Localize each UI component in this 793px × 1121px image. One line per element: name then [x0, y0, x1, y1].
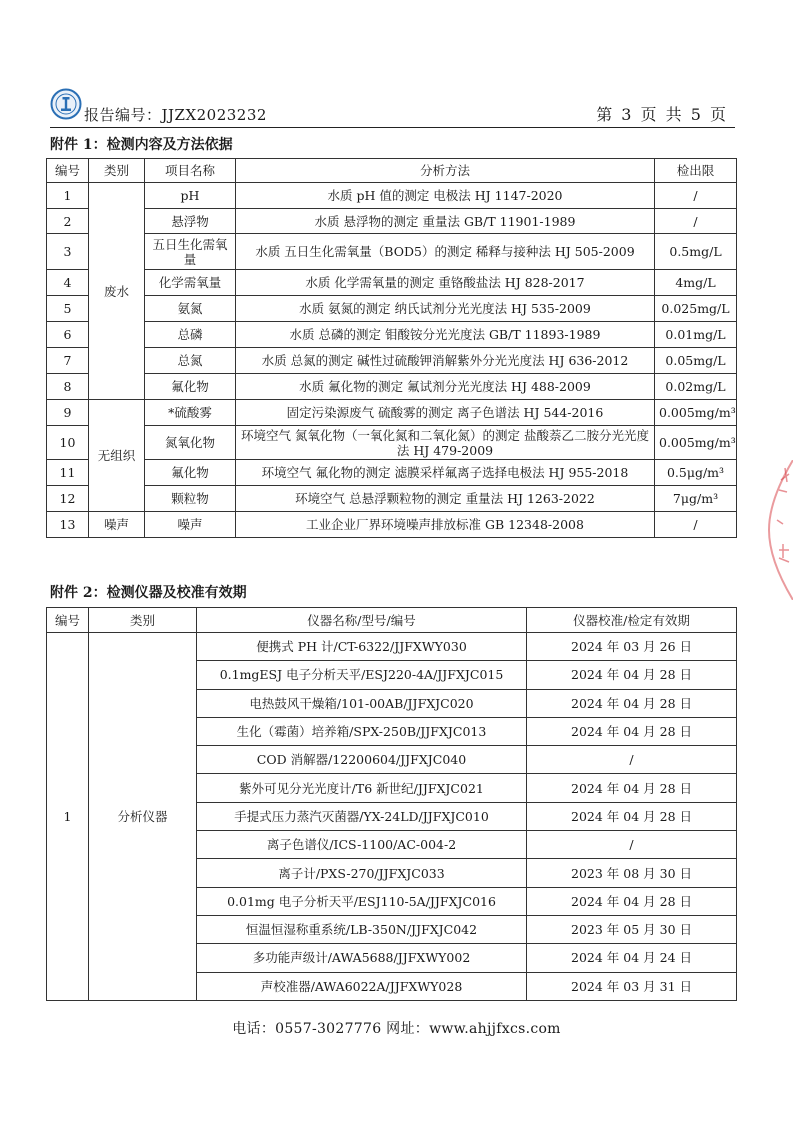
method-row [47, 512, 737, 538]
header-cell: 类别 [89, 159, 145, 183]
instrument-name: 手提式压力蒸汽灭菌器/YX-24LD/JJFXJC010 [197, 802, 527, 830]
instrument-name: 生化（霉菌）培养箱/SPX-250B/JJFXJC013 [197, 717, 527, 745]
row-number: 1 [47, 633, 89, 1001]
calibration-validity: 2024 年 04 月 28 日 [527, 802, 737, 830]
method-row [47, 270, 737, 296]
row-number: 12 [47, 486, 89, 512]
item-name: *硫酸雾 [145, 400, 236, 426]
item-name: 化学需氧量 [145, 270, 236, 296]
calibration-validity: 2024 年 04 月 28 日 [527, 661, 737, 689]
calibration-validity: / [527, 831, 737, 859]
detection-limit: 0.5mg/L [655, 234, 737, 270]
seal-stamp-fragment-icon [765, 460, 793, 600]
analysis-method: 水质 pH 值的测定 电极法 HJ 1147-2020 [236, 183, 655, 209]
method-row [47, 486, 737, 512]
detection-limit: 0.005mg/m³ [655, 426, 737, 460]
page-header [50, 88, 730, 126]
row-number: 10 [47, 426, 89, 460]
header-cell: 分析方法 [236, 159, 655, 183]
row-number: 7 [47, 348, 89, 374]
row-number: 2 [47, 209, 89, 234]
detection-limit: 4mg/L [655, 270, 737, 296]
detection-limit: 0.005mg/m³ [655, 400, 737, 426]
item-name: 五日生化需氧量 [145, 234, 236, 270]
instrument-name: 声校准器/AWA6022A/JJFXWY028 [197, 972, 527, 1000]
instrument-name: 多功能声级计/AWA5688/JJFXWY002 [197, 944, 527, 972]
detection-limit: 0.02mg/L [655, 374, 737, 400]
method-row [47, 234, 737, 270]
detection-limit: 0.05mg/L [655, 348, 737, 374]
category-cell: 分析仪器 [89, 633, 197, 1001]
analysis-method: 水质 氨氮的测定 纳氏试剂分光光度法 HJ 535-2009 [236, 296, 655, 322]
method-row [47, 400, 737, 426]
item-name: 噪声 [145, 512, 236, 538]
row-number: 8 [47, 374, 89, 400]
detection-limit: 7μg/m³ [655, 486, 737, 512]
calibration-validity: 2024 年 03 月 31 日 [527, 972, 737, 1000]
page-indicator: 第 3 页 共 5 页 [596, 105, 728, 124]
analysis-method: 水质 总氮的测定 碱性过硫酸钾消解紫外分光光度法 HJ 636-2012 [236, 348, 655, 374]
row-number: 6 [47, 322, 89, 348]
analysis-method: 水质 氟化物的测定 氟试剂分光光度法 HJ 488-2009 [236, 374, 655, 400]
company-logo-icon [50, 88, 82, 120]
calibration-validity: 2024 年 04 月 28 日 [527, 887, 737, 915]
item-name: 氟化物 [145, 460, 236, 486]
item-name: 颗粒物 [145, 486, 236, 512]
header-cell: 仪器校准/检定有效期 [527, 608, 737, 633]
analysis-method: 水质 悬浮物的测定 重量法 GB/T 11901-1989 [236, 209, 655, 234]
item-name: 总磷 [145, 322, 236, 348]
method-row [47, 209, 737, 234]
instrument-name: 便携式 PH 计/CT-6322/JJFXWY030 [197, 633, 527, 661]
item-name: 氟化物 [145, 374, 236, 400]
detection-limit: / [655, 183, 737, 209]
analysis-method: 工业企业厂界环境噪声排放标准 GB 12348-2008 [236, 512, 655, 538]
section1-title: 附件 1：检测内容及方法依据 [50, 137, 233, 153]
footer-contact: 电话：0557-3027776 网址：www.ahjjfxcs.com [232, 1021, 561, 1037]
row-number: 11 [47, 460, 89, 486]
instrument-name: 紫外可见分光光度计/T6 新世纪/JJFXJC021 [197, 774, 527, 802]
item-name: 总氮 [145, 348, 236, 374]
analysis-method: 水质 总磷的测定 钼酸铵分光光度法 GB/T 11893-1989 [236, 322, 655, 348]
header-cell: 类别 [89, 608, 197, 633]
method-row [47, 374, 737, 400]
header-cell: 仪器名称/型号/编号 [197, 608, 527, 633]
calibration-validity: 2024 年 04 月 28 日 [527, 717, 737, 745]
method-table [46, 158, 737, 538]
analysis-method: 环境空气 氟化物的测定 滤膜采样氟离子选择电极法 HJ 955-2018 [236, 460, 655, 486]
analysis-method: 环境空气 氮氧化物（一氧化氮和二氧化氮）的测定 盐酸萘乙二胺分光光度法 HJ 479-2009 [236, 426, 655, 460]
method-table-header [47, 159, 737, 183]
method-row [47, 460, 737, 486]
instrument-name: 电热鼓风干燥箱/101-00AB/JJFXJC020 [197, 689, 527, 717]
instrument-name: 离子计/PXS-270/JJFXJC033 [197, 859, 527, 887]
category-cell: 噪声 [89, 512, 145, 538]
calibration-validity: 2023 年 05 月 30 日 [527, 915, 737, 943]
method-row [47, 183, 737, 209]
calibration-validity: / [527, 746, 737, 774]
header-divider [50, 127, 735, 128]
row-number: 4 [47, 270, 89, 296]
detection-limit: 0.5μg/m³ [655, 460, 737, 486]
analysis-method: 固定污染源废气 硫酸雾的测定 离子色谱法 HJ 544-2016 [236, 400, 655, 426]
instrument-name: 离子色谱仪/ICS-1100/AC-004-2 [197, 831, 527, 859]
calibration-validity: 2024 年 04 月 24 日 [527, 944, 737, 972]
instrument-name: COD 消解器/12200604/JJFXJC040 [197, 746, 527, 774]
item-name: 悬浮物 [145, 209, 236, 234]
instrument-table-header [47, 608, 737, 633]
header-cell: 编号 [47, 159, 89, 183]
method-row [47, 322, 737, 348]
header-cell: 检出限 [655, 159, 737, 183]
detection-limit: 0.025mg/L [655, 296, 737, 322]
detection-limit: 0.01mg/L [655, 322, 737, 348]
item-name: 氨氮 [145, 296, 236, 322]
calibration-validity: 2024 年 04 月 28 日 [527, 774, 737, 802]
header-cell: 编号 [47, 608, 89, 633]
item-name: pH [145, 183, 236, 209]
item-name: 氮氧化物 [145, 426, 236, 460]
section2-title: 附件 2：检测仪器及校准有效期 [50, 585, 247, 601]
calibration-validity: 2024 年 03 月 26 日 [527, 633, 737, 661]
instrument-row [47, 633, 737, 661]
row-number: 3 [47, 234, 89, 270]
method-row [47, 296, 737, 322]
instrument-name: 0.1mgESJ 电子分析天平/ESJ220-4A/JJFXJC015 [197, 661, 527, 689]
detection-limit: / [655, 512, 737, 538]
analysis-method: 环境空气 总悬浮颗粒物的测定 重量法 HJ 1263-2022 [236, 486, 655, 512]
detection-limit: / [655, 209, 737, 234]
calibration-validity: 2024 年 04 月 28 日 [527, 689, 737, 717]
row-number: 13 [47, 512, 89, 538]
analysis-method: 水质 五日生化需氧量（BOD5）的测定 稀释与接种法 HJ 505-2009 [236, 234, 655, 270]
header-cell: 项目名称 [145, 159, 236, 183]
analysis-method: 水质 化学需氧量的测定 重铬酸盐法 HJ 828-2017 [236, 270, 655, 296]
method-row [47, 348, 737, 374]
calibration-validity: 2023 年 08 月 30 日 [527, 859, 737, 887]
row-number: 1 [47, 183, 89, 209]
method-row [47, 426, 737, 460]
instrument-name: 恒温恒湿称重系统/LB-350N/JJFXJC042 [197, 915, 527, 943]
category-cell: 无组织 [89, 400, 145, 512]
report-number: 报告编号：JJZX2023232 [84, 106, 267, 124]
category-cell: 废水 [89, 183, 145, 400]
instrument-name: 0.01mg 电子分析天平/ESJ110-5A/JJFXJC016 [197, 887, 527, 915]
instrument-table [46, 607, 737, 1001]
row-number: 5 [47, 296, 89, 322]
row-number: 9 [47, 400, 89, 426]
